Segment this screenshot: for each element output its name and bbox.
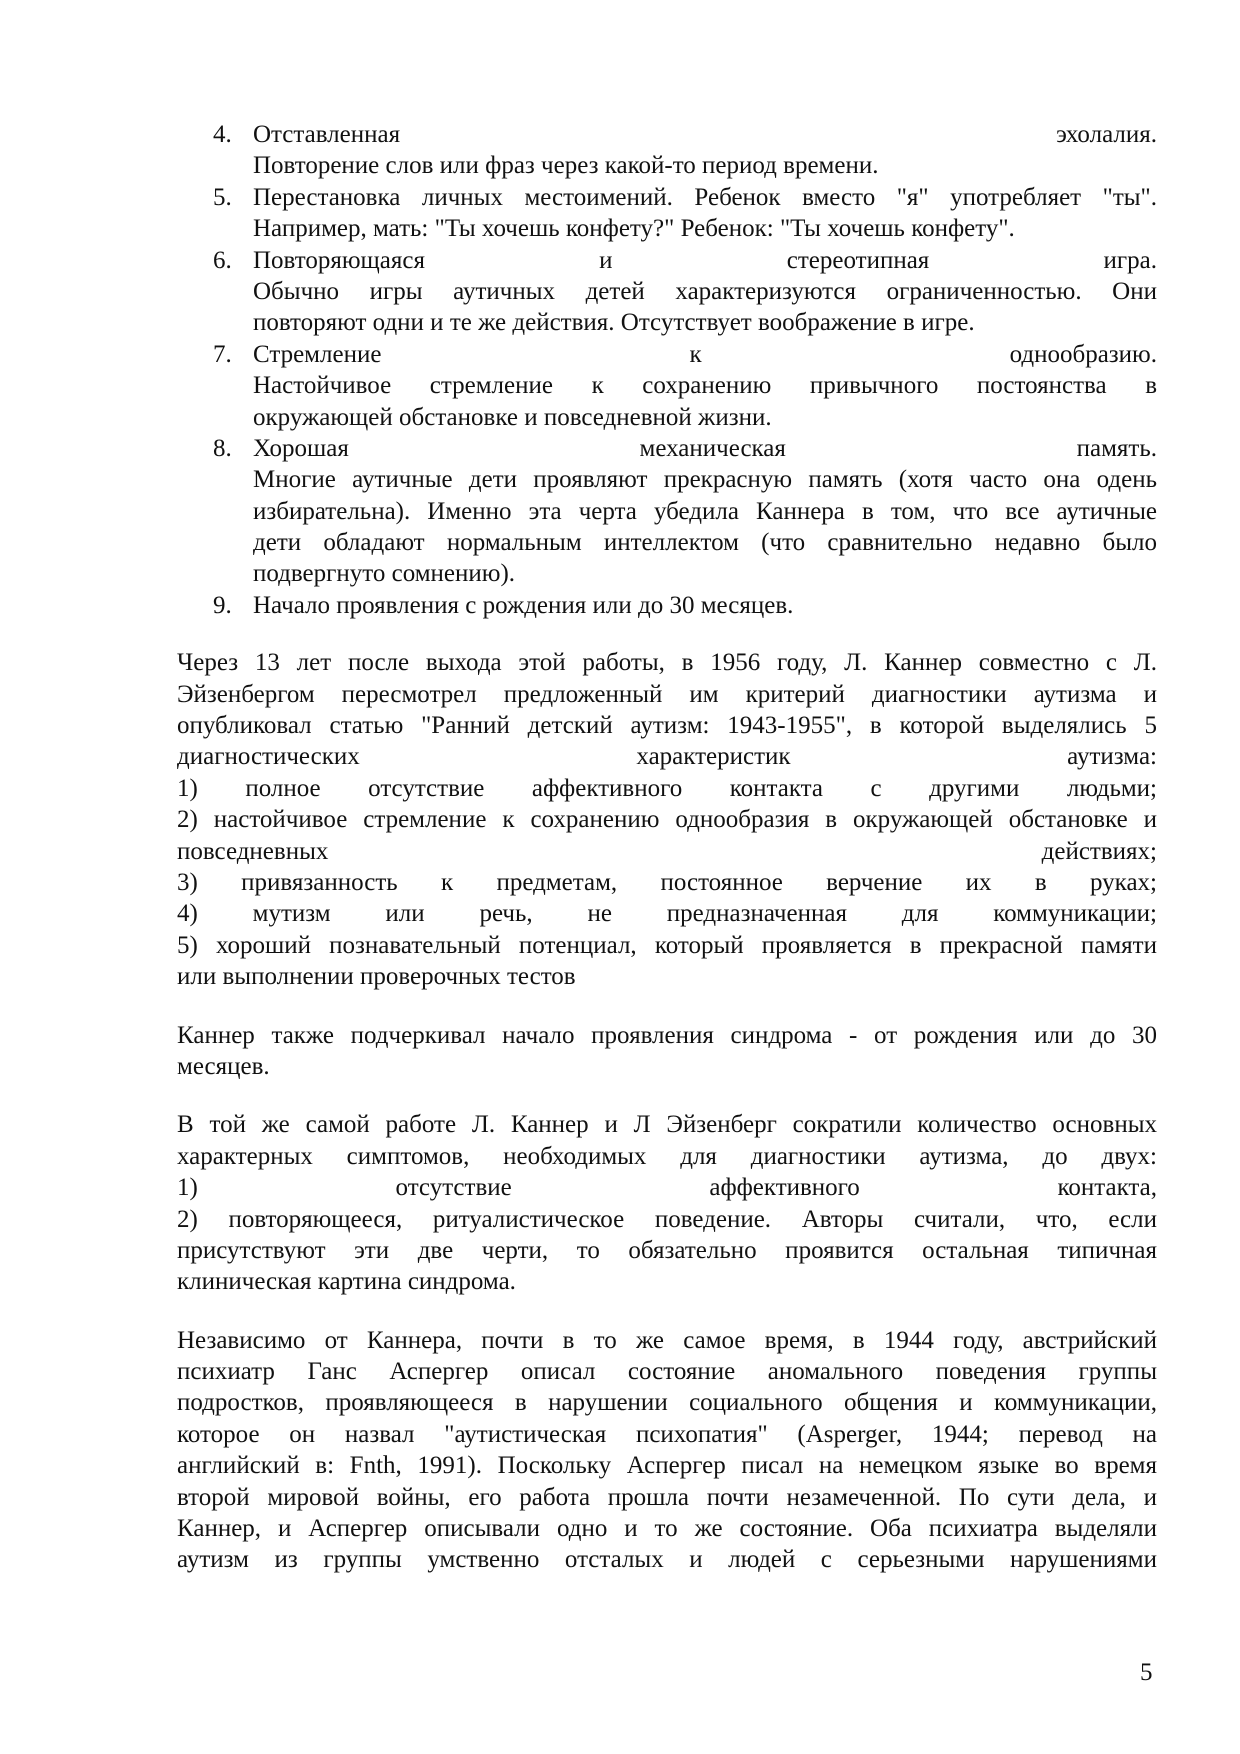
paragraphs: [177, 621, 1157, 1576]
text-line: клиническая картина синдрома.: [177, 1268, 516, 1296]
text-line: подростков, проявляющееся в нарушении социального общения и коммуникации,: [177, 1389, 1157, 1417]
list-item: [177, 245, 1157, 339]
text-line: Обычно игры аутичных детей характеризуются ограниченностью. Они: [253, 277, 1157, 305]
text-line: избирательна). Именно эта черта убедила Каннера в том, что все аутичные: [253, 497, 1157, 525]
text-line: или выполнении проверочных тестов: [177, 963, 576, 991]
list-number: 8.: [213, 434, 232, 462]
text-line: опубликовал статью "Ранний детский аутизм: 1943-1955", в которой выделялись 5: [177, 712, 1157, 740]
text-line: Хорошая механическая память.: [253, 434, 1157, 462]
paragraph: [177, 1020, 1157, 1083]
list-number: 5.: [213, 183, 232, 211]
text-line: дети обладают нормальным интеллектом (что сравнительно недавно было: [253, 529, 1157, 557]
page-body: [177, 119, 1157, 1576]
text-line: Эйзенбергом пересмотрел предложенный им критерий диагностики аутизма и: [177, 680, 1157, 708]
list-number: 7.: [213, 340, 232, 368]
text-line: Каннер, и Аспергер описывали одно и то же состояние. Оба психиатра выделяли: [177, 1515, 1157, 1543]
text-line: 1) полное отсутствие аффективного контакта с другими людьми;: [177, 774, 1157, 802]
text-line: В той же самой работе Л. Каннер и Л Эйзенберг сократили количество основных: [177, 1111, 1157, 1139]
page-number: 5: [1140, 1659, 1153, 1686]
text-line: Начало проявления с рождения или до 30 месяцев.: [253, 591, 794, 619]
text-line: 1) отсутствие аффективного контакта,: [177, 1174, 1157, 1202]
text-line: характерных симптомов, необходимых для диагностики аутизма, до двух:: [177, 1142, 1157, 1170]
text-line: 4) мутизм или речь, не предназначенная для коммуникации;: [177, 900, 1157, 928]
text-line: 2) настойчивое стремление к сохранению однообразия в окружающей обстановке и: [177, 806, 1157, 834]
text-line: повторяют одни и те же действия. Отсутствует воображение в игре.: [253, 309, 975, 337]
text-line: подвергнуто сомнению).: [253, 560, 516, 588]
text-line: присутствуют эти две черти, то обязательно проявится остальная типичная: [177, 1236, 1157, 1264]
text-line: 5) хороший познавательный потенциал, который проявляется в прекрасной памяти: [177, 931, 1157, 959]
text-line: окружающей обстановке и повседневной жизни.: [253, 403, 772, 431]
list-number: 6.: [213, 246, 232, 274]
text-line: Повторение слов или фраз через какой-то период времени.: [253, 152, 879, 180]
text-line: Многие аутичные дети проявляют прекрасную память (хотя часто она одень: [253, 466, 1157, 494]
paragraph: [177, 1325, 1157, 1576]
text-line: 2) повторяющееся, ритуалистическое поведение. Авторы считали, что, если: [177, 1205, 1157, 1233]
text-line: аутизм из группы умственно отсталых и людей с серьезными нарушениями: [177, 1546, 1157, 1574]
text-line: Стремление к однообразию.: [253, 340, 1157, 368]
text-line: Настойчивое стремление к сохранению привычного постоянства в: [253, 372, 1157, 400]
list-number: 4.: [213, 121, 232, 148]
list-item: [177, 339, 1157, 433]
text-line: повседневных действиях;: [177, 837, 1157, 865]
text-line: месяцев.: [177, 1052, 270, 1080]
text-line: Через 13 лет после выхода этой работы, в 1956 году, Л. Каннер совместно с Л.: [177, 649, 1157, 677]
text-line: Перестановка личных местоимений. Ребенок вместо "я" употребляет "ты".: [253, 183, 1157, 211]
list-number: 9.: [213, 591, 232, 619]
list-item: [177, 590, 1157, 621]
text-line: Отставленная эхолалия.: [253, 121, 1157, 148]
list-item: [177, 433, 1157, 590]
text-line: второй мировой войны, его работа прошла почти незамеченной. По сути дела, и: [177, 1483, 1157, 1511]
text-line: психиатр Ганс Аспергер описал состояние аномального поведения группы: [177, 1358, 1157, 1386]
text-line: Например, мать: "Ты хочешь конфету?" Ребенок: "Ты хочешь конфету".: [253, 215, 1015, 243]
text-line: диагностических характеристик аутизма:: [177, 743, 1157, 771]
paragraph: [177, 647, 1157, 992]
text-line: Независимо от Каннера, почти в то же самое время, в 1944 году, австрийский: [177, 1326, 1157, 1354]
text-line: которое он назвал "аутистическая психопатия" (Asperger, 1944; перевод на: [177, 1420, 1157, 1448]
text-line: Повторяющаяся и стереотипная игра.: [253, 246, 1157, 274]
symptom-list: [177, 119, 1157, 621]
text-line: Каннер также подчеркивал начало проявления синдрома - от рождения или до 30: [177, 1021, 1157, 1049]
list-item: [177, 182, 1157, 245]
paragraph: [177, 1109, 1157, 1297]
list-item: [177, 119, 1157, 182]
text-line: 3) привязанность к предметам, постоянное верчение их в руках;: [177, 868, 1157, 896]
text-line: английский в: Fnth, 1991). Поскольку Аспергер писал на немецком языке во время: [177, 1452, 1157, 1480]
